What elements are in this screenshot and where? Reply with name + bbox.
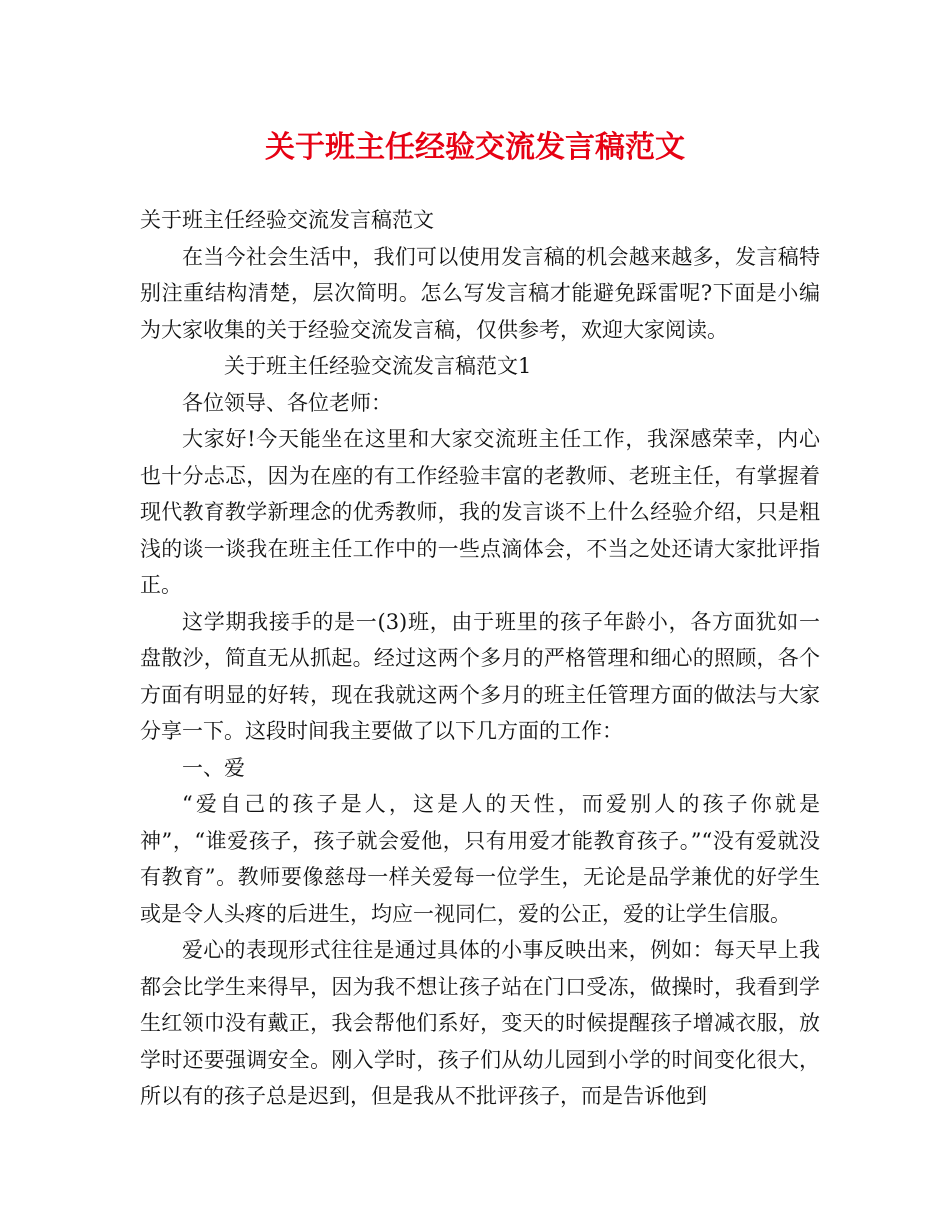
paragraph-heading: 关于班主任经验交流发言稿范文	[140, 208, 434, 232]
paragraph-examples: 爱心的表现形式往往是通过具体的小事反映出来，例如：每天早上我都会比学生来得早，因为我不想让孩子站在门口受冻，做操时，我看到学生红领巾没有戴正，我会帮他们系好，变天的时候提醒孩子增减衣服，放学时还要强调安全。刚入学时，孩子们从幼儿园到小学的时间变化很大，所以有的孩子总是迟到，但是我从不批评孩子，而是告诉他到	[140, 938, 820, 1108]
paragraph-section-love: 一、爱	[182, 755, 245, 780]
paragraph-greeting: 大家好!今天能坐在这里和大家交流班主任工作，我深感荣幸，内心也十分忐忑，因为在座的有工作经验丰富的老教师、老班主任，有掌握着现代教育教学新理念的优秀教师，我的发言谈不上什么经验介绍，只是粗浅的谈一谈我在班主任工作中的一些点滴体会，不当之处还请大家批评指正。	[140, 427, 820, 597]
paragraph-intro: 在当今社会生活中，我们可以使用发言稿的机会越来越多，发言稿特别注重结构清楚，层次简明。怎么写发言稿才能避免踩雷呢?下面是小编为大家收集的关于经验交流发言稿，仅供参考，欢迎大家阅读。	[140, 244, 820, 342]
paragraph-quotes: “爱自己的孩子是人，这是人的天性，而爱别人的孩子你就是神”，“谁爱孩子，孩子就会爱他，只有用爱才能教育孩子。”“没有爱就没有教育”。教师要像慈母一样关爱每一位学生，无论是品学兼优的好学生或是令人头疼的后进生，均应一视同仁，爱的公正，爱的让学生信服。	[140, 792, 820, 926]
section-heading: 关于班主任经验交流发言稿范文1	[224, 354, 532, 378]
document-title: 关于班主任经验交流发言稿范文	[265, 130, 685, 165]
paragraph-class-situation: 这学期我接手的是一(3)班，由于班里的孩子年龄小，各方面犹如一盘散沙，简直无从抓起。经过这两个多月的严格管理和细心的照顾，各个方面有明显的好转，现在我就这两个多月的班主任管理方面的做法与大家分享一下。这段时间我主要做了以下几方面的工作：	[140, 609, 820, 743]
document-body	[140, 202, 820, 1115]
paragraph-salutation: 各位领导、各位老师：	[182, 390, 392, 415]
